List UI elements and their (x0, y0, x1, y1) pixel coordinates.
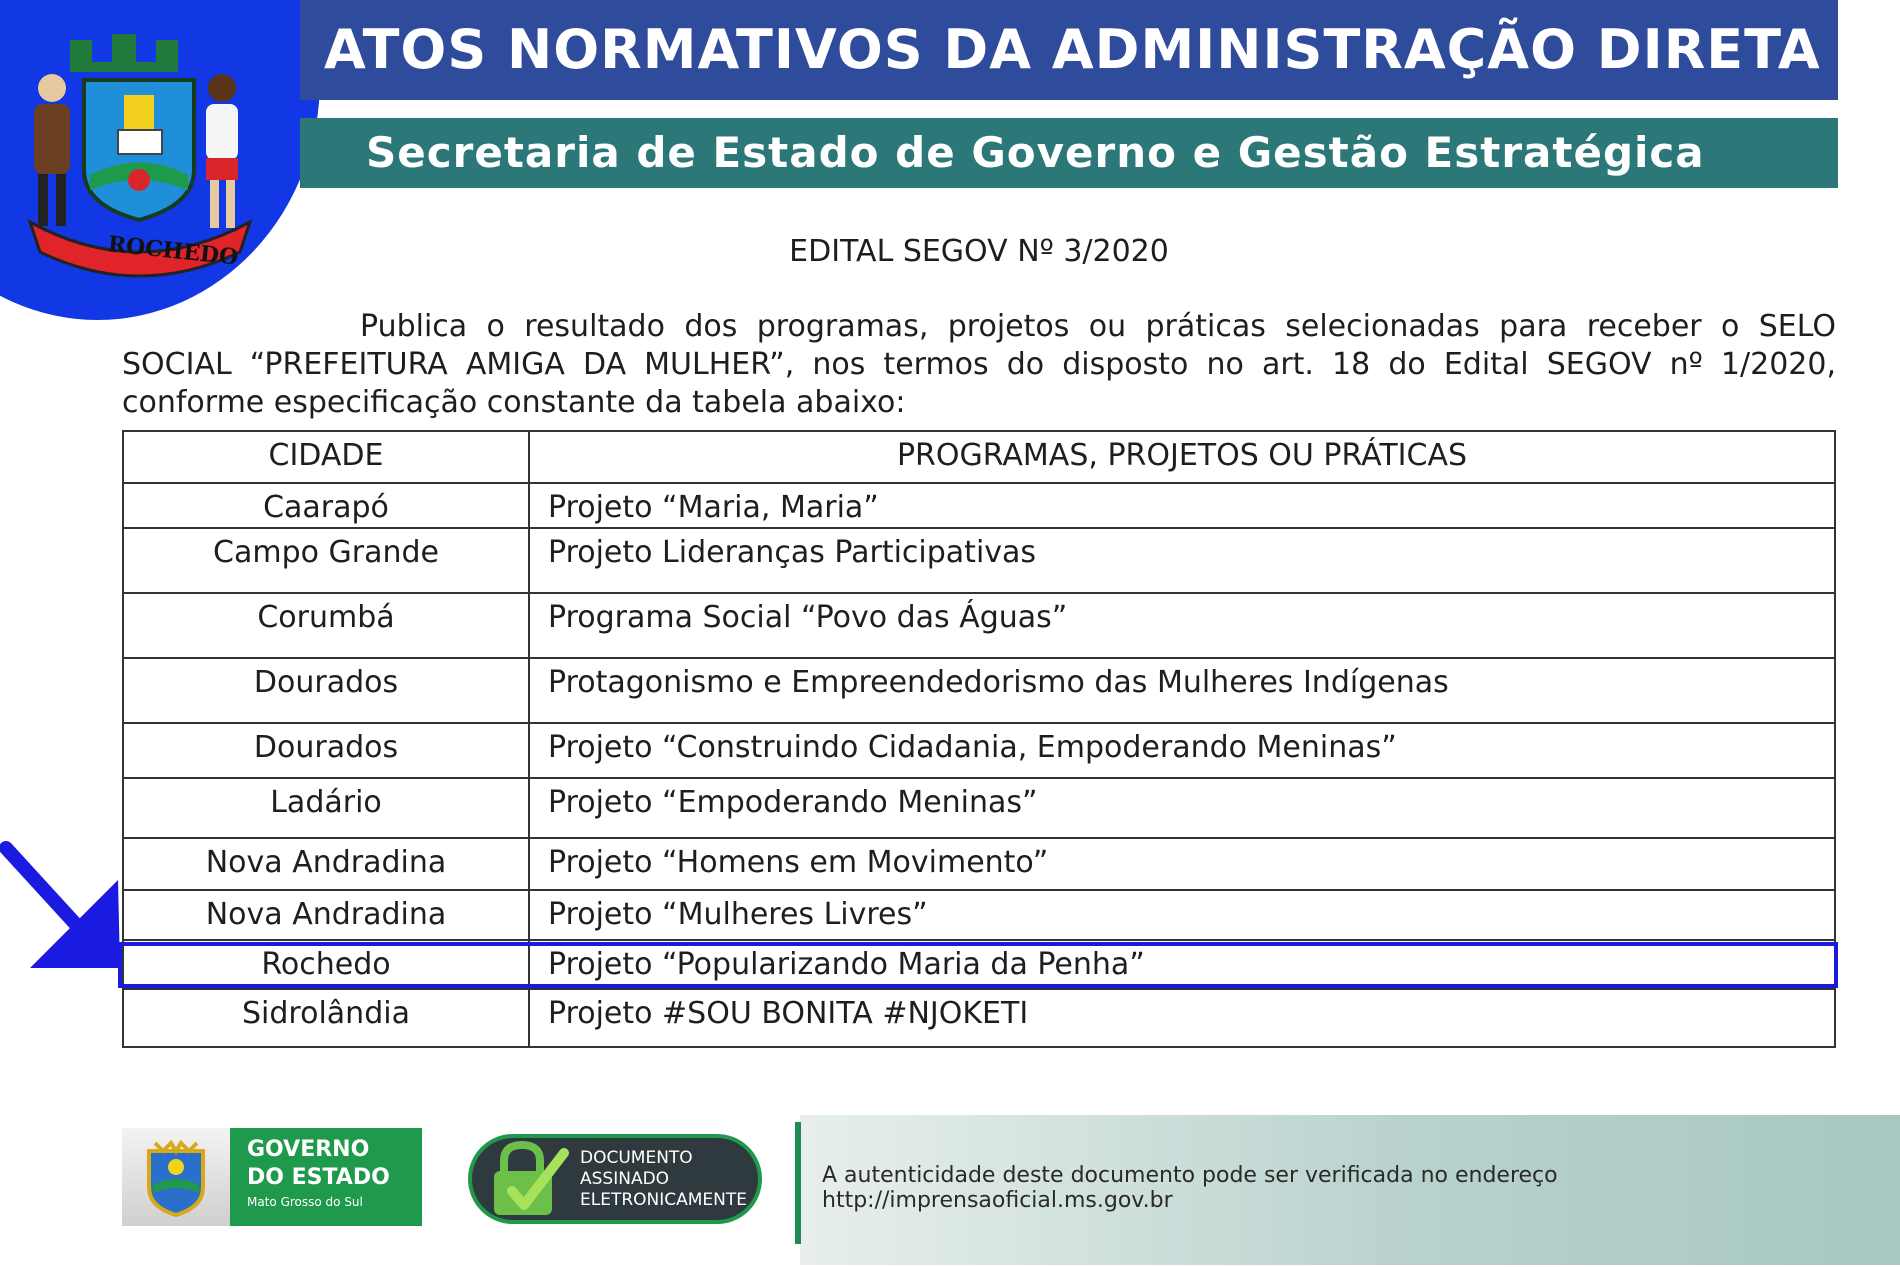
table-row (123, 989, 1835, 1047)
table-row (123, 838, 1835, 890)
city-cell: Nova Andradina (123, 890, 529, 940)
table-row (123, 778, 1835, 838)
badge-text (580, 1148, 747, 1211)
badge-line2: ASSINADO (580, 1168, 670, 1189)
badge-line3: ELETRONICAMENTE (580, 1189, 748, 1210)
program-cell: Projeto “Homens em Movimento” (529, 838, 1835, 890)
table-row (123, 658, 1835, 723)
table-row (123, 483, 1835, 528)
program-cell: Projeto Lideranças Participativas (529, 528, 1835, 593)
city-cell: Campo Grande (123, 528, 529, 593)
program-cell: Projeto “Popularizando Maria da Penha” (529, 940, 1835, 989)
state-crest-icon (122, 1128, 230, 1226)
edital-number: EDITAL SEGOV Nº 3/2020 (789, 234, 1169, 269)
city-cell: Sidrolândia (123, 989, 529, 1047)
table-row (123, 593, 1835, 658)
program-cell: Protagonismo e Empreendedorismo das Mulheres Indígenas (529, 658, 1835, 723)
gov-logo-line1: GOVERNO (247, 1137, 370, 1162)
page-title: ATOS NORMATIVOS DA ADMINISTRAÇÃO DIRETA (300, 0, 1838, 100)
arrow-pointer-icon (0, 838, 130, 978)
city-cell: Ladário (123, 778, 529, 838)
table-header-row (123, 431, 1835, 483)
highlight-box (118, 942, 1838, 988)
header-programs: PROGRAMAS, PROJETOS OU PRÁTICAS (529, 431, 1835, 483)
gov-logo-line3: Mato Grosso do Sul (247, 1195, 363, 1209)
gov-logo-line2: DO ESTADO (247, 1165, 390, 1190)
city-cell: Rochedo (123, 940, 529, 989)
page-subtitle: Secretaria de Estado de Governo e Gestão Estratégica (300, 118, 1838, 188)
program-cell: Programa Social “Povo das Águas” (529, 593, 1835, 658)
city-cell: Nova Andradina (123, 838, 529, 890)
program-cell: Projeto “Maria, Maria” (529, 483, 1835, 528)
seal-caption: ROCHEDO (106, 231, 240, 271)
footer-divider (795, 1122, 801, 1244)
program-cell: Projeto “Empoderando Meninas” (529, 778, 1835, 838)
city-cell: Corumbá (123, 593, 529, 658)
authenticity-notice: A autenticidade deste documento pode ser verificada no endereço http://imprensaoficial.ms.gov.br (822, 1163, 1558, 1213)
header-city: CIDADE (123, 431, 529, 483)
city-cell: Caarapó (123, 483, 529, 528)
city-cell: Dourados (123, 723, 529, 778)
table-row (123, 890, 1835, 940)
government-logo-text (230, 1128, 422, 1226)
program-cell: Projeto “Construindo Cidadania, Empoderando Meninas” (529, 723, 1835, 778)
table-row (123, 723, 1835, 778)
intro-paragraph: Publica o resultado dos programas, projetos ou práticas selecionadas para receber o SELO SOCIAL “PREFEITURA AMIGA DA MULHER”, nos termos do disposto no art. 18 do Edital SEGOV nº 1/2020, conforme especificação constante da tabela abaixo: (122, 309, 1836, 420)
government-logo (122, 1128, 422, 1226)
city-cell: Dourados (123, 658, 529, 723)
digital-signature-badge (468, 1134, 762, 1224)
program-cell: Projeto #SOU BONITA #NJOKETI (529, 989, 1835, 1047)
badge-line1: DOCUMENTO (580, 1147, 693, 1168)
lock-check-icon (482, 1139, 572, 1219)
table-row (123, 528, 1835, 593)
coat-of-arms-icon (0, 0, 320, 320)
rochedo-seal (0, 0, 320, 320)
program-cell: Projeto “Mulheres Livres” (529, 890, 1835, 940)
